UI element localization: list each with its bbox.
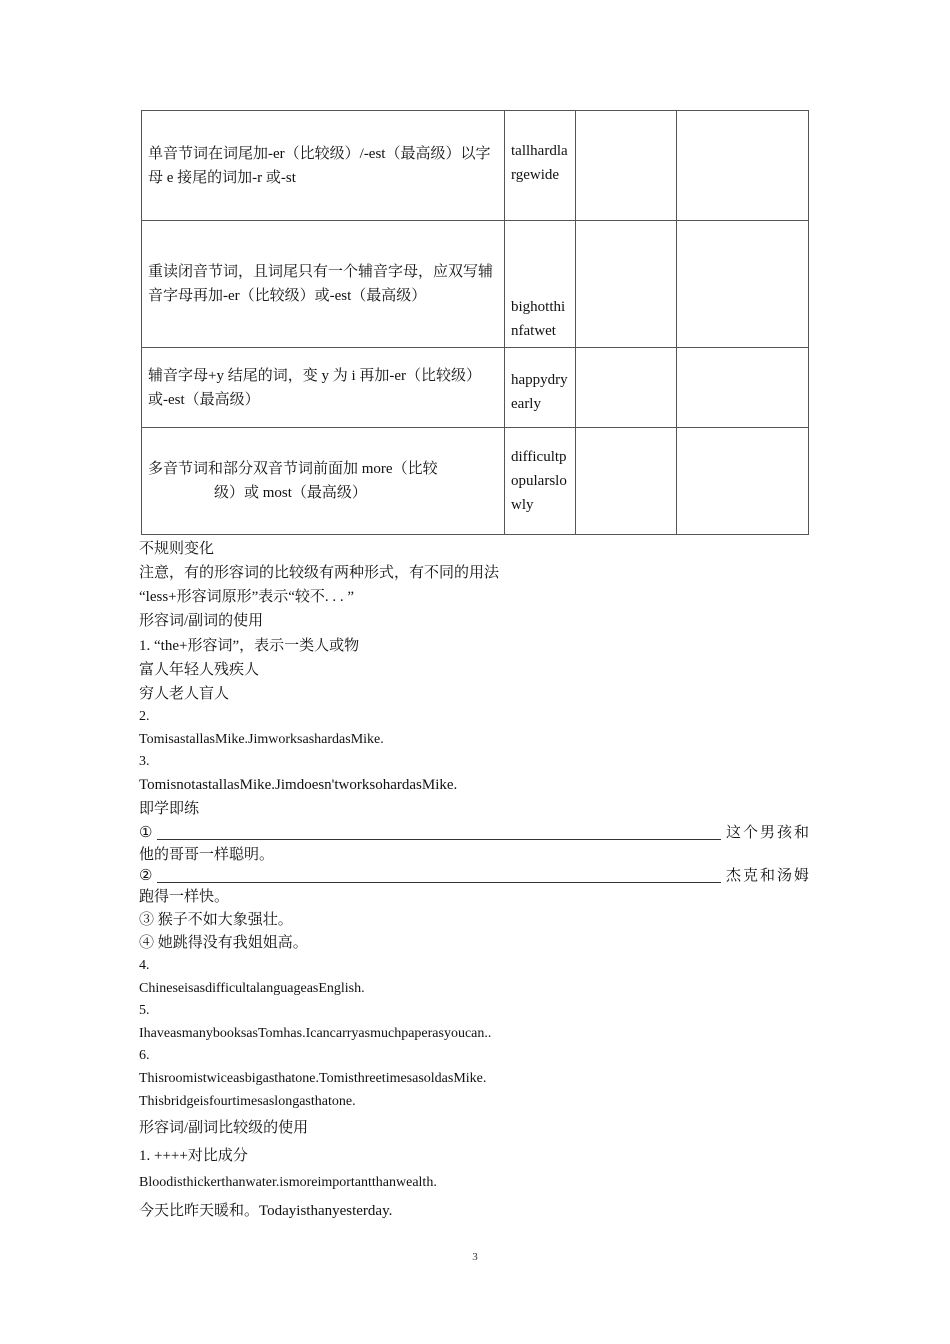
item-number: 5. [139, 1003, 150, 1018]
exercise-1 [139, 823, 811, 843]
item-number: 6. [139, 1048, 150, 1063]
section-heading: 不规则变化 [139, 541, 215, 557]
example-sentence: Thisbridgeisfourtimesaslongasthatone. [139, 1094, 356, 1109]
comparative-cell [576, 111, 677, 221]
exercise-2 [139, 866, 811, 886]
superlative-cell [677, 111, 809, 221]
table-row [142, 111, 809, 221]
example-sentence: Bloodisthickerthanwater.ismoreimportantthanwealth. [139, 1175, 437, 1190]
rule-cell: 重读闭音节词，且词尾只有一个辅音字母，应双写辅音字母再加-er（比较级）或-est（最高级） [142, 221, 505, 348]
page-number: 3 [472, 1251, 478, 1263]
table-row [142, 348, 809, 428]
rule-text-line: 多音节词和部分双音节词前面加 more（比较 [148, 461, 438, 477]
rule-cell: 单音节词在词尾加-er（比较级）/-est（最高级）以字母 e 接尾的词加-r 或-st [142, 111, 505, 221]
note-text: 注意，有的形容词的比较级有两种形式，有不同的用法 [139, 565, 500, 581]
example-cell: happydryearly [505, 348, 576, 428]
superlative-cell [677, 221, 809, 348]
rule-cell: 辅音字母+y 结尾的词，变 y 为 i 再加-er（比较级）或-est（最高级） [142, 348, 505, 428]
exercise-prompt: 这个男孩和 [725, 825, 811, 841]
answer-blank[interactable] [157, 882, 721, 883]
example-words: 穷人老人盲人 [139, 686, 230, 702]
comparative-cell [576, 348, 677, 428]
rule-cell [142, 428, 505, 535]
table-row [142, 221, 809, 348]
rule-text-line: 级）或 most（最高级） [214, 485, 367, 501]
item-number: 2. [139, 709, 150, 724]
section-heading: 即学即练 [139, 801, 200, 817]
exercise-number: ② [139, 868, 153, 884]
superlative-cell [677, 428, 809, 535]
exercise-number: ① [139, 825, 153, 841]
example-sentence: IhaveasmanybooksasTomhas.Icancarryasmuchpaperasyoucan.. [139, 1026, 492, 1041]
less-usage-text: “less+形容词原形”表示“较不. . . ” [139, 589, 355, 605]
example-sentence: TomisastallasMike.JimworksashardasMike. [139, 732, 384, 747]
item-number: 4. [139, 958, 150, 973]
example-sentence: TomisnotastallasMike.Jimdoesn'tworksohardasMike. [139, 777, 458, 793]
example-cell: tallhardlargewide [505, 111, 576, 221]
comparative-cell [576, 221, 677, 348]
exercise-4: ④ 她跳得没有我姐姐高。 [139, 935, 308, 951]
example-words: 富人年轻人残疾人 [139, 662, 260, 678]
exercise-prompt: 杰克和汤姆 [725, 868, 811, 884]
item-number: 3. [139, 754, 150, 769]
example-sentence: ChineseisasdifficultalanguageasEnglish. [139, 981, 365, 996]
usage-item: 1. ++++对比成分 [139, 1148, 248, 1164]
example-cell: bighotthinfatwet [505, 221, 576, 348]
exercise-prompt-cont: 跑得一样快。 [139, 889, 230, 905]
example-sentence: Thisroomistwiceasbigasthatone.TomisthreetimesasoldasMike. [139, 1071, 487, 1086]
table-row [142, 428, 809, 535]
superlative-cell [677, 348, 809, 428]
comparative-cell [576, 428, 677, 535]
usage-item: 1. “the+形容词”，表示一类人或物 [139, 638, 360, 654]
answer-blank[interactable] [157, 839, 721, 840]
comparison-rules-table [141, 110, 809, 535]
example-sentence: 今天比昨天暖和。Todayisthanyesterday. [139, 1203, 393, 1219]
exercise-3: ③ 猴子不如大象强壮。 [139, 912, 293, 928]
section-heading: 形容词/副词比较级的使用 [139, 1120, 309, 1136]
example-cell: difficultpopularslowly [505, 428, 576, 535]
section-heading: 形容词/副词的使用 [139, 613, 264, 629]
exercise-prompt-cont: 他的哥哥一样聪明。 [139, 847, 275, 863]
